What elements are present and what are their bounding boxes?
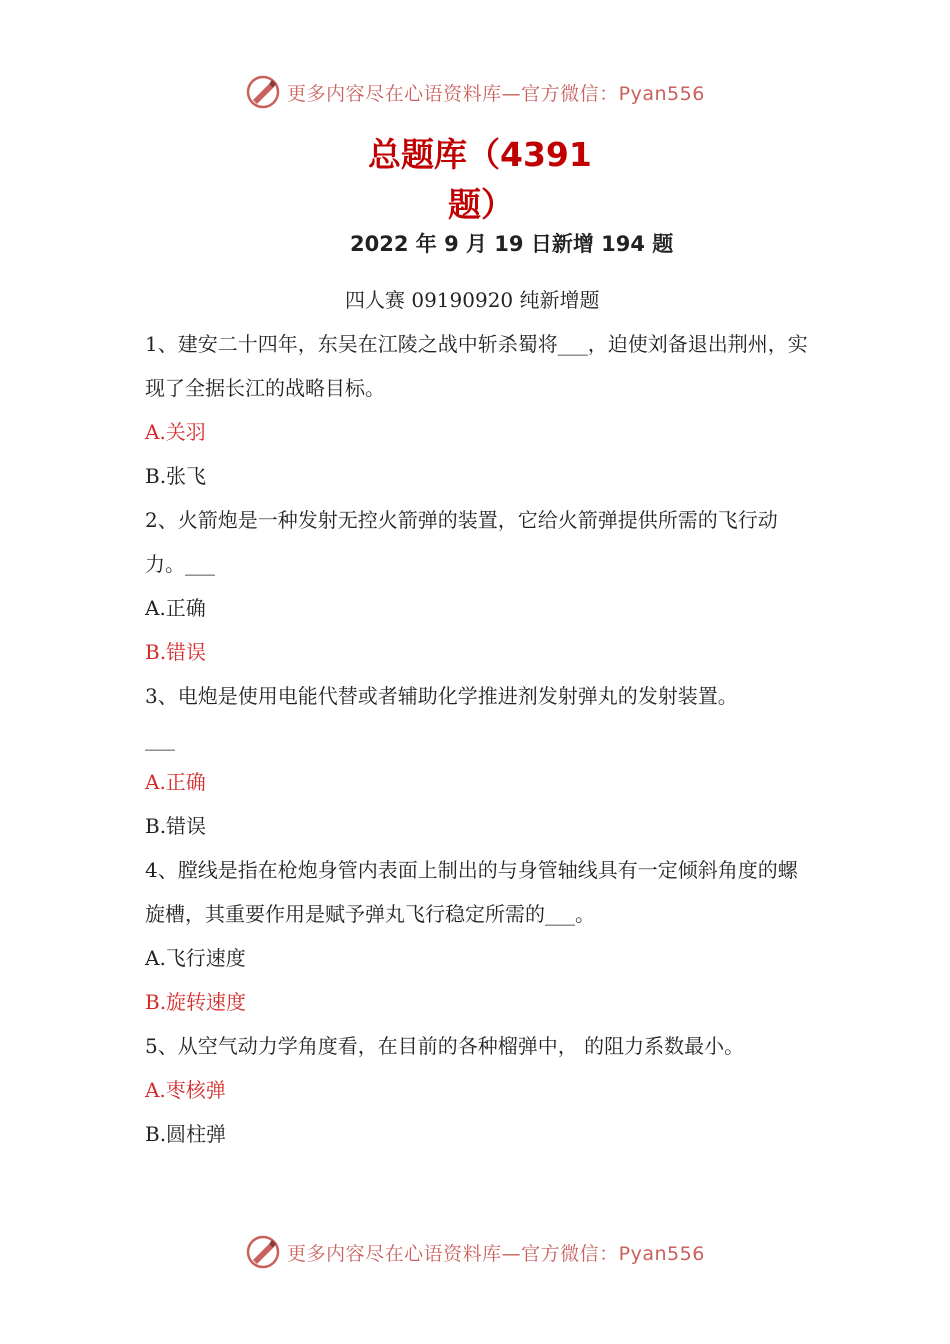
question-item <box>145 674 810 848</box>
option-correct: A.枣核弹 <box>145 1078 226 1102</box>
page-title <box>360 130 620 230</box>
pen-logo-icon <box>245 74 281 110</box>
option-correct: A.正确 <box>145 770 206 794</box>
option: B.圆柱弹 <box>145 1122 227 1146</box>
question-item <box>145 498 810 674</box>
banner-text: 更多内容尽在心语资料库—官方微信：Pyan556 <box>287 82 705 105</box>
title-line-2: 题） <box>448 185 514 224</box>
option: A.正确 <box>145 596 206 620</box>
question-text: 1、建安二十四年，东吴在江陵之战中斩杀蜀将___，迫使刘备退出荆州，实现了全据长江的战略目标。 <box>145 332 808 400</box>
option: B.错误 <box>145 814 207 838</box>
question-text: 5、从空气动力学角度看，在目前的各种榴弹中， 的阻力系数最小。 <box>145 1034 745 1058</box>
section-heading: 四人赛 09190920 纯新增题 <box>345 288 600 312</box>
footer-banner <box>0 1232 950 1272</box>
question-list <box>145 322 810 1156</box>
question-text: 3、电炮是使用电能代替或者辅助化学推进剂发射弹丸的发射装置。 <box>145 684 738 708</box>
question-item <box>145 848 810 1024</box>
answer-blank: ___ <box>145 727 175 751</box>
option: A.飞行速度 <box>145 946 246 970</box>
option-correct: B.旋转速度 <box>145 990 247 1014</box>
question-text: 2、火箭炮是一种发射无控火箭弹的装置，它给火箭弹提供所需的飞行动力。___ <box>145 508 778 576</box>
question-item <box>145 322 810 498</box>
title-line-1: 总题库（4391 <box>368 135 592 174</box>
banner-text: 更多内容尽在心语资料库—官方微信：Pyan556 <box>287 1242 705 1265</box>
header-banner <box>0 72 950 112</box>
question-item <box>145 1024 810 1156</box>
option: B.张飞 <box>145 464 207 488</box>
option-correct: A.关羽 <box>145 420 206 444</box>
page-subtitle: 2022 年 9 月 19 日新增 194 题 <box>350 232 674 256</box>
option-correct: B.错误 <box>145 640 207 664</box>
pen-logo-icon <box>245 1234 281 1270</box>
question-text: 4、膛线是指在枪炮身管内表面上制出的与身管轴线具有一定倾斜角度的螺旋槽，其重要作用是赋予弹丸飞行稳定所需的___。 <box>145 858 798 926</box>
